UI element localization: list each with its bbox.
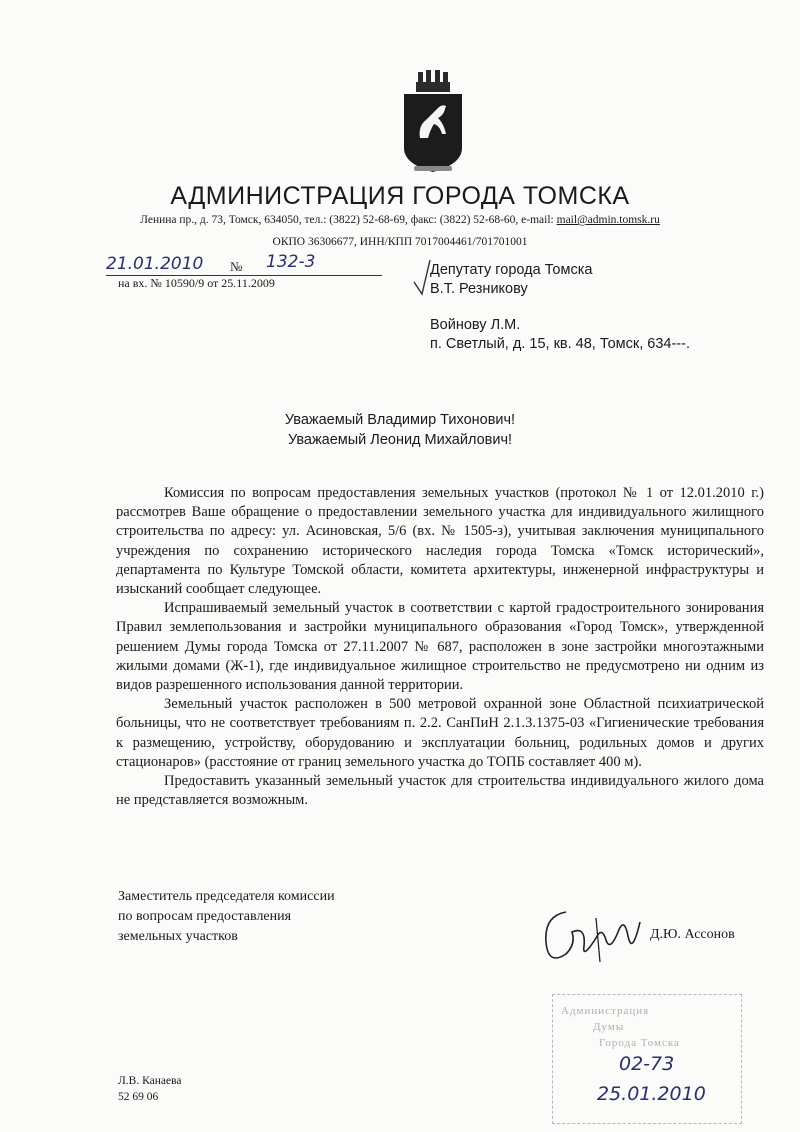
stamp-line-2: Думы: [593, 1021, 625, 1033]
paragraph: Предоставить указанный земельный участок для строительства индивидуального жилого дома не представляется возможным.: [116, 773, 764, 809]
recipient-line-4: п. Светлый, д. 15, кв. 48, Томск, 634---.: [430, 336, 690, 352]
recipient-deputy: [430, 261, 592, 299]
greeting-line-1: Уважаемый Владимир Тихонович!: [284, 412, 516, 428]
paragraph: Испрашиваемый земельный участок в соответствии с картой градостроительного зонирования Правил землепользования и застройки муниципального образования «Город Томск», утвержденной решением Думы города Томска от 27.11.2007 № 687, расположен в зоне застройки многоэтажными жилыми домами (Ж-1), где индивидуальное жилищное строительство не предусмотрено ни одним из видов разрешенного использования данной территории.: [116, 600, 764, 694]
address-text: Ленина пр., д. 73, Томск, 634050, тел.: (3822) 52-68-69, факс: (3822) 52-68-60, e-mail:: [140, 214, 557, 226]
email-link[interactable]: mail@admin.tomsk.ru: [556, 214, 660, 226]
letter-body: [116, 484, 764, 810]
signer-position-line-1: Заместитель председателя комиссии: [118, 889, 335, 904]
registration-number-label: №: [230, 259, 243, 274]
signer-name: Д.Ю. Ассонов: [650, 927, 735, 942]
stamp-number: 02-73: [619, 1053, 675, 1075]
recipient-line-3: Войнову Л.М.: [430, 317, 521, 333]
executor-name: Л.В. Канаева: [118, 1075, 182, 1087]
executor-phone: 52 69 06: [118, 1091, 159, 1103]
incoming-stamp: [552, 994, 742, 1124]
paragraph: Земельный участок расположен в 500 метровой охранной зоне Областной психиатрической больницы, что не соответствует требованиям п. 2.2. СанПиН 2.1.3.1375-03 «Гигиенические требования к размещению, устройству, оборудованию и эксплуатации больниц, родильных домов и других стационаров» (расстояние от границ земельного участка до ТОПБ составляет 400 м).: [116, 696, 764, 770]
okpo-inn: ОКПО 36306677, ИНН/КПП 7017004461/701701001: [272, 236, 528, 248]
paragraph: Комиссия по вопросам предоставления земельных участков (протокол № 1 от 12.01.2010 г.) рассмотрев Ваше обращение о предоставлении земельного участка для индивидуального жилищного строительства по адресу: ул. Асиновская, 5/6 (вх. № 1505-з), учитывая заключения муниципального учреждения по сохранению исторического наследия города Томска «Томск исторический», департамента по Культуре Томской области, комитета архитектуры, инженерной инфраструктуры и изысканий сообщает следующее.: [116, 485, 764, 598]
greeting: [0, 410, 800, 450]
stamp-line-3: Города Томска: [599, 1037, 680, 1049]
registration-date: 21.01.2010: [106, 254, 204, 274]
incoming-reference: на вх. № 10590/9 от 25.11.2009: [118, 276, 275, 290]
executor-info: [118, 1073, 181, 1105]
registration-number: 132-3: [266, 252, 316, 272]
recipient-citizen: [430, 316, 690, 354]
organization-address: [0, 214, 800, 226]
stamp-date: 25.01.2010: [597, 1083, 706, 1105]
signer-position-line-3: земельных участков: [118, 929, 238, 944]
recipient-line-2: В.Т. Резникову: [430, 281, 528, 297]
organization-title: АДМИНИСТРАЦИЯ ГОРОДА ТОМСКА: [170, 182, 630, 210]
recipient-line-1: Депутату города Томска: [430, 262, 593, 278]
signer-position: [118, 887, 335, 947]
handwritten-signature-icon: [536, 902, 648, 972]
greeting-line-2: Уважаемый Леонид Михайлович!: [287, 432, 513, 448]
coat-of-arms-icon: [398, 68, 468, 178]
stamp-line-1: Администрация: [561, 1005, 650, 1017]
signer-position-line-2: по вопросам предоставления: [118, 909, 292, 924]
